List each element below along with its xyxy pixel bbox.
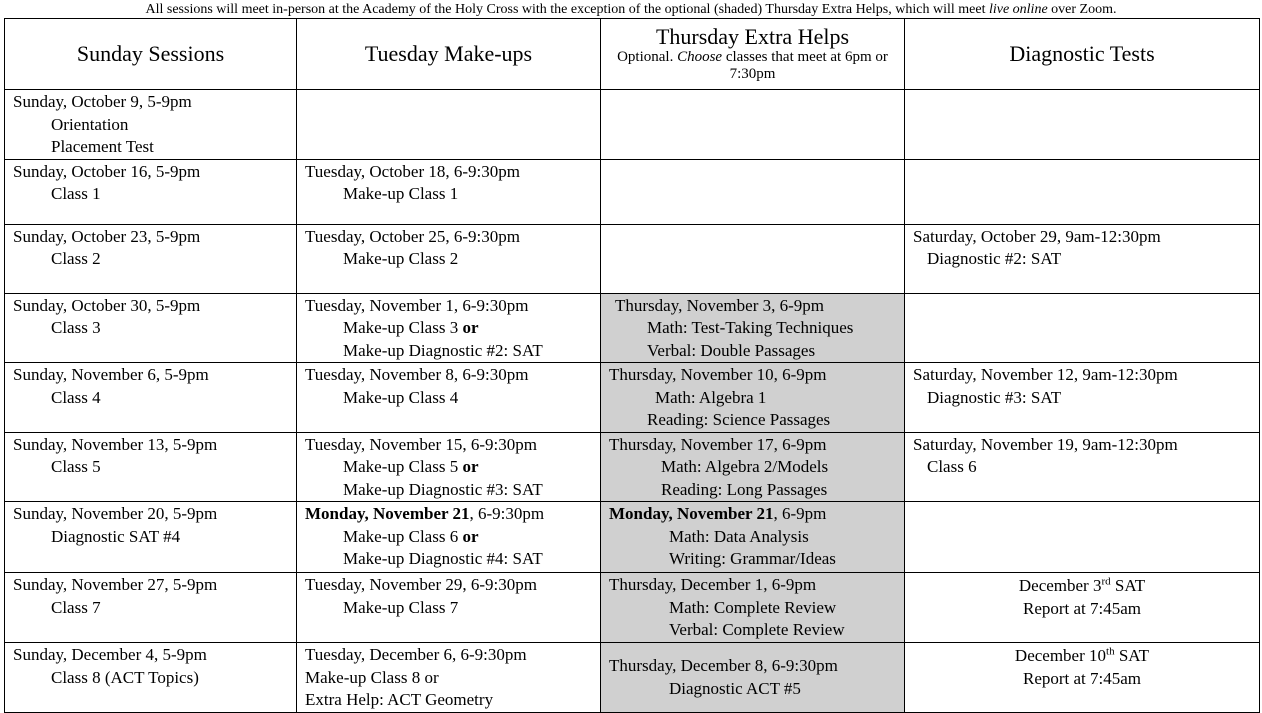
tuesday-cell: Tuesday, October 18, 6-9:30pm Make-up Class 1 <box>297 159 601 224</box>
sunday-cell: Sunday, October 30, 5-9pm Class 3 <box>5 293 297 363</box>
table-row <box>5 90 1260 160</box>
schedule-table <box>4 18 1260 713</box>
header-thursday-title: Thursday Extra Helps <box>655 24 850 49</box>
thursday-cell: Thursday, November 3, 6-9pm Math: Test-Taking Techniques Verbal: Double Passages <box>601 293 905 363</box>
diagnostic-cell: Saturday, October 29, 9am-12:30pm Diagnostic #2: SAT <box>905 224 1260 293</box>
sunday-cell: Sunday, November 6, 5-9pm Class 4 <box>5 363 297 433</box>
tuesday-cell: Tuesday, October 25, 6-9:30pm Make-up Class 2 <box>297 224 601 293</box>
sunday-cell: Sunday, November 13, 5-9pm Class 5 <box>5 432 297 502</box>
tuesday-cell: Tuesday, November 29, 6-9:30pm Make-up Class 7 <box>297 573 601 643</box>
header-tuesday: Tuesday Make-ups <box>297 19 601 90</box>
tuesday-cell: Tuesday, November 8, 6-9:30pm Make-up Class 4 <box>297 363 601 433</box>
note-text-end: over Zoom. <box>1047 2 1117 17</box>
diagnostic-cell: December 10th SAT Report at 7:45am <box>905 643 1260 713</box>
thursday-cell: Thursday, December 8, 6-9:30pm Diagnostic ACT #5 <box>601 643 905 713</box>
diagnostic-cell <box>905 502 1260 573</box>
schedule-note <box>0 0 1262 18</box>
tuesday-cell: Tuesday, December 6, 6-9:30pm Make-up Class 8 or Extra Help: ACT Geometry <box>297 643 601 713</box>
table-row <box>5 363 1260 433</box>
diagnostic-cell <box>905 159 1260 224</box>
table-row <box>5 224 1260 293</box>
table-row <box>5 159 1260 224</box>
diagnostic-cell <box>905 293 1260 363</box>
thursday-cell: Thursday, November 10, 6-9pm Math: Algebra 1 Reading: Science Passages <box>601 363 905 433</box>
header-thursday <box>601 19 905 90</box>
sunday-cell: Sunday, October 23, 5-9pm Class 2 <box>5 224 297 293</box>
table-row <box>5 293 1260 363</box>
table-row <box>5 643 1260 713</box>
sunday-cell: Sunday, December 4, 5-9pm Class 8 (ACT Topics) <box>5 643 297 713</box>
table-row <box>5 432 1260 502</box>
tuesday-cell: Tuesday, November 15, 6-9:30pm Make-up Class 5 or Make-up Diagnostic #3: SAT <box>297 432 601 502</box>
thursday-cell <box>601 90 905 160</box>
thursday-cell <box>601 159 905 224</box>
tuesday-cell <box>297 90 601 160</box>
header-diagnostic: Diagnostic Tests <box>905 19 1260 90</box>
sunday-cell: Sunday, October 16, 5-9pm Class 1 <box>5 159 297 224</box>
table-row <box>5 573 1260 643</box>
header-thursday-subtitle: Optional. Choose classes that meet at 6pm or 7:30pm <box>617 49 888 82</box>
diagnostic-cell: December 3rd SAT Report at 7:45am <box>905 573 1260 643</box>
diagnostic-cell: Saturday, November 19, 9am-12:30pm Class 6 <box>905 432 1260 502</box>
tuesday-cell: Tuesday, November 1, 6-9:30pm Make-up Class 3 or Make-up Diagnostic #2: SAT <box>297 293 601 363</box>
thursday-cell <box>601 224 905 293</box>
note-text: All sessions will meet in-person at the Academy of the Holy Cross with the exception of the optional (shaded) Thursday Extra Helps, which will meet <box>145 2 989 17</box>
header-sunday: Sunday Sessions <box>5 19 297 90</box>
header-row <box>5 19 1260 90</box>
thursday-cell: Thursday, November 17, 6-9pm Math: Algebra 2/Models Reading: Long Passages <box>601 432 905 502</box>
diagnostic-cell <box>905 90 1260 160</box>
thursday-cell: Monday, November 21, 6-9pm Math: Data Analysis Writing: Grammar/Ideas <box>601 502 905 573</box>
sunday-cell: Sunday, November 20, 5-9pm Diagnostic SAT #4 <box>5 502 297 573</box>
sunday-cell: Sunday, October 9, 5-9pm Orientation Placement Test <box>5 90 297 160</box>
thursday-cell: Thursday, December 1, 6-9pm Math: Complete Review Verbal: Complete Review <box>601 573 905 643</box>
table-row <box>5 502 1260 573</box>
tuesday-cell: Monday, November 21, 6-9:30pm Make-up Class 6 or Make-up Diagnostic #4: SAT <box>297 502 601 573</box>
sunday-cell: Sunday, November 27, 5-9pm Class 7 <box>5 573 297 643</box>
diagnostic-cell: Saturday, November 12, 9am-12:30pm Diagnostic #3: SAT <box>905 363 1260 433</box>
note-italic: live online <box>988 2 1048 17</box>
